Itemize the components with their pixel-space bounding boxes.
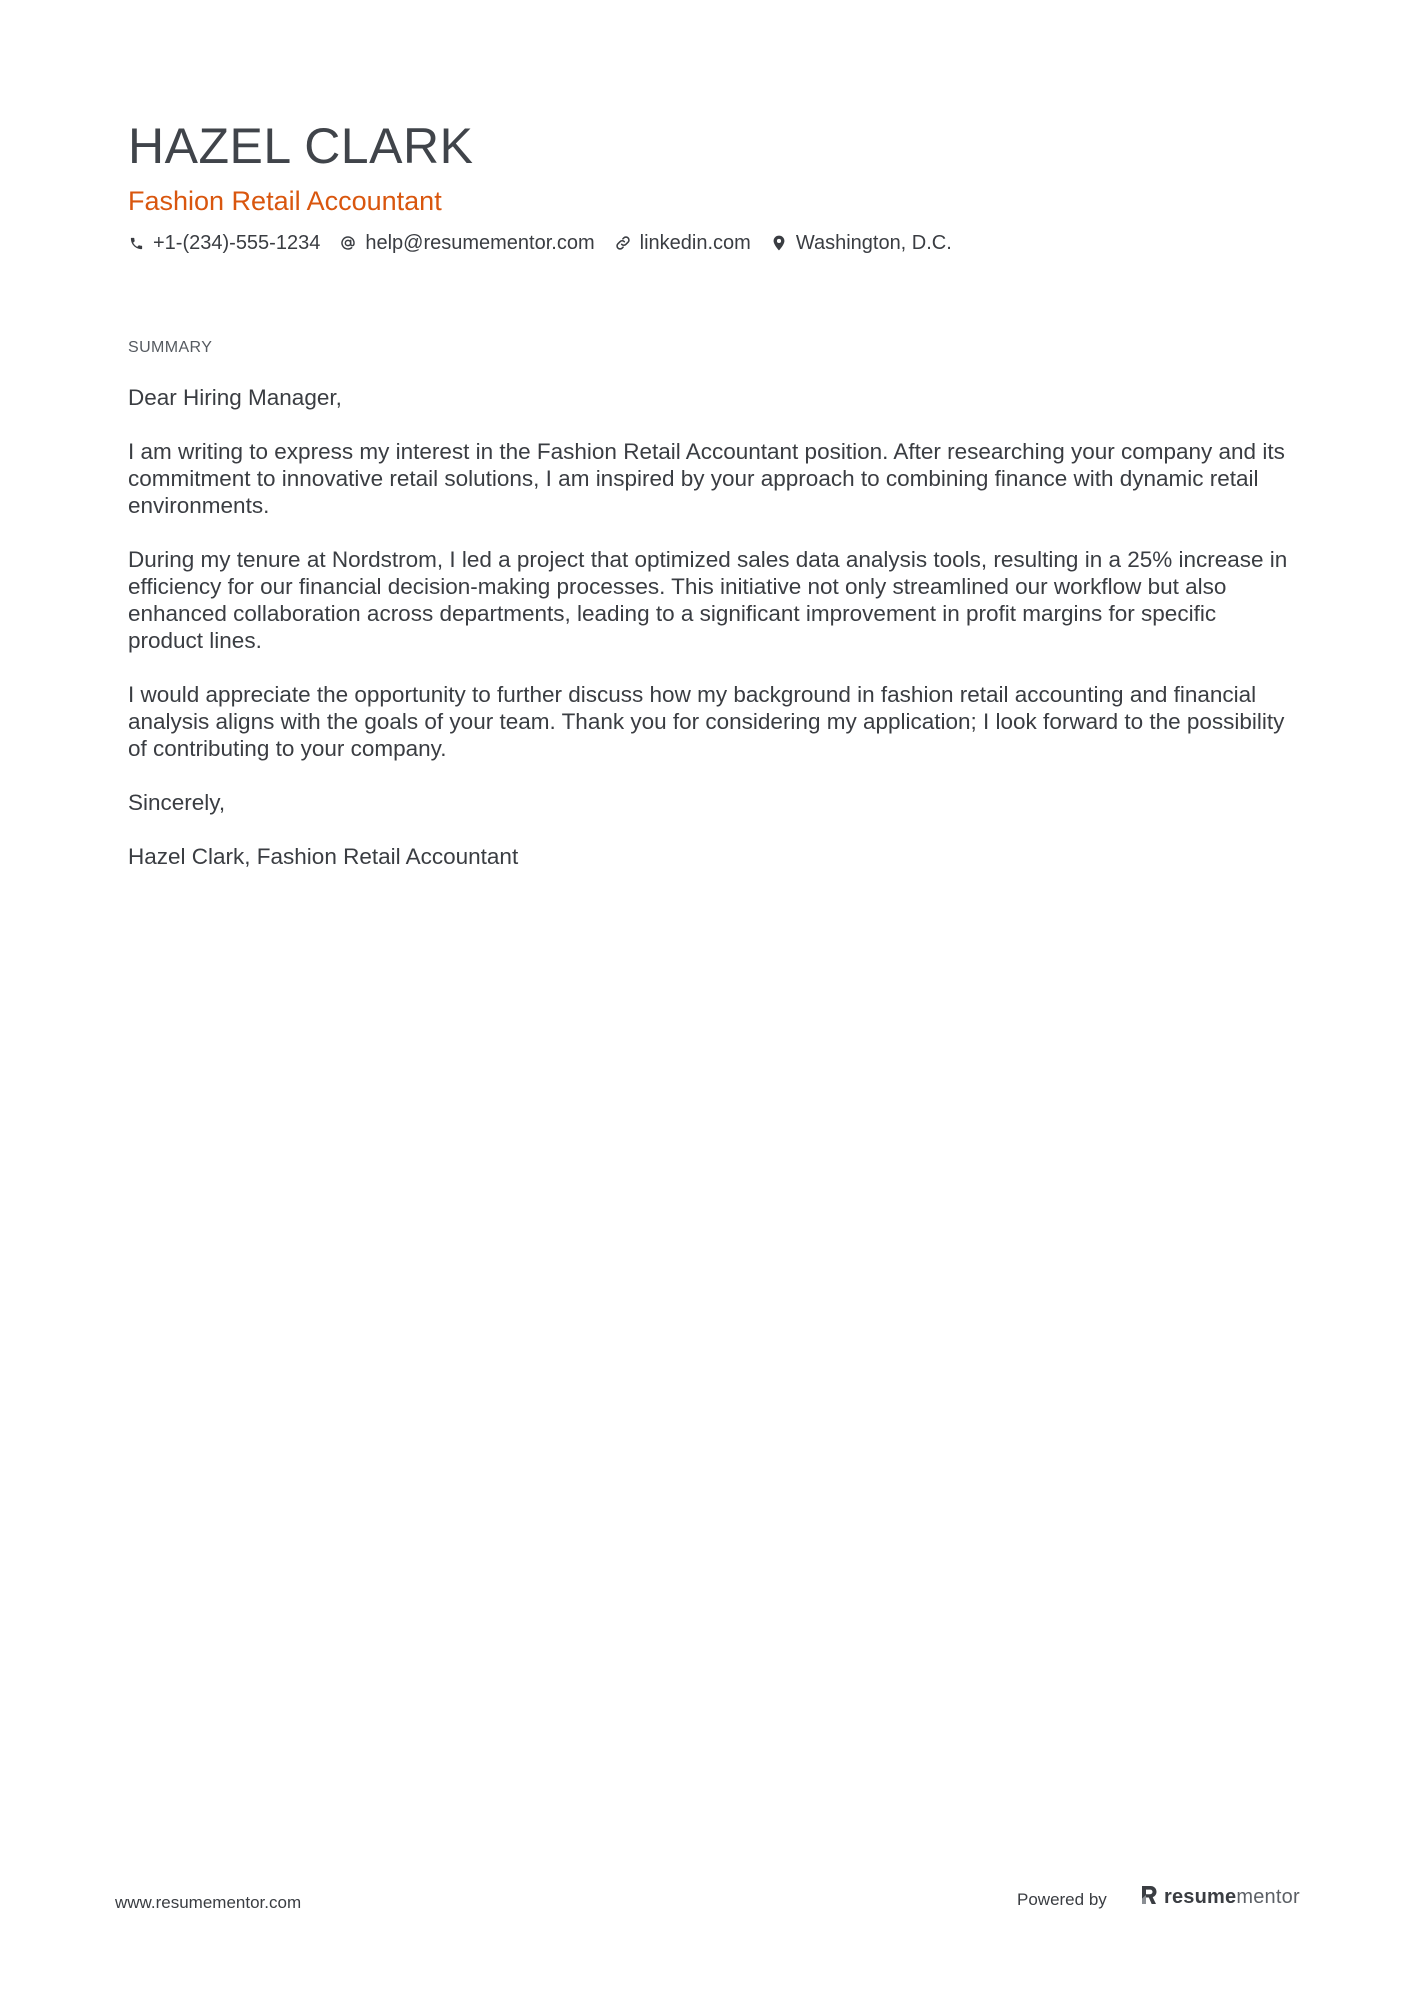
contact-location [771,230,952,256]
contact-email [340,230,594,256]
letter-paragraph: I am writing to express my interest in the Fashion Retail Accountant position. After researching your company and its commitment to innovative retail solutions, I am inspired by your approach to combining finance with dynamic retail environments. [128,439,1285,518]
linkedin-text: linkedin.com [639,232,751,254]
resumementor-logo-icon [1140,1885,1158,1910]
salutation: Dear Hiring Manager, [128,385,342,410]
powered-by-label: Powered by [1017,1890,1107,1909]
letter-paragraph: During my tenure at Nordstrom, I led a project that optimized sales data analysis tools, resulting in a 25% increase in efficiency for our financial decision-making processes. This initiative not only streamlined our workflow but also enhanced collaboration across departments, leading to a significant improvement in profit margins for specific product lines. [128,547,1288,653]
contact-bar [128,230,1288,256]
resumementor-logo[interactable] [1140,1885,1300,1910]
summary-heading: SUMMARY [128,339,213,356]
footer-website-link[interactable]: www.resumementor.com [115,1893,302,1912]
at-icon [340,235,356,251]
candidate-role: Fashion Retail Accountant [128,186,442,216]
link-icon [615,235,631,251]
logo-wordmark [1164,1886,1300,1909]
closing: Sincerely, [128,790,226,815]
logo-wordmark-bold: resume [1164,1886,1237,1908]
location-text: Washington, D.C. [795,232,952,254]
letter-body [128,384,1293,897]
logo-wordmark-light: mentor [1236,1886,1300,1908]
phone-icon [128,235,144,251]
header [128,118,1288,256]
signature: Hazel Clark, Fashion Retail Accountant [128,844,519,869]
contact-linkedin [615,230,751,256]
phone-text: +1-(234)-555-1234 [153,232,321,254]
email-text: help@resumementor.com [365,232,595,254]
candidate-name: HAZEL CLARK [128,118,474,174]
letter-paragraph: I would appreciate the opportunity to further discuss how my background in fashion retail accounting and financial analysis aligns with the goals of your team. Thank you for considering my application; I look forward to the possibility of contributing to your company. [128,682,1285,761]
location-pin-icon [771,235,787,251]
contact-phone [128,230,320,256]
